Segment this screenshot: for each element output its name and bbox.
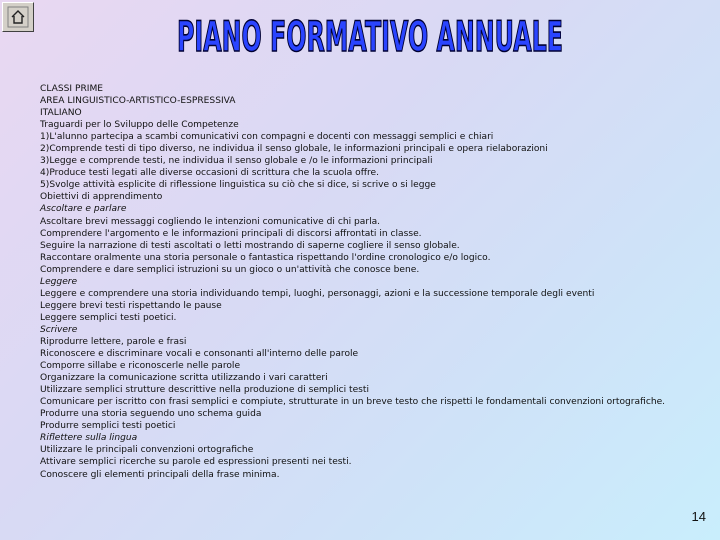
text-line: Comprendere l'argomento e le informazioni principali di discorsi affrontati in classe. <box>40 228 422 239</box>
text-line: 3)Legge e comprende testi, ne individua il senso globale e /o le informazioni principali <box>40 156 433 167</box>
text-line: CLASSI PRIME <box>40 84 104 94</box>
page-number: 14 <box>691 509 706 524</box>
text-line: Ascoltare brevi messaggi cogliendo le intenzioni comunicative di chi parla. <box>40 216 381 227</box>
home-button[interactable] <box>2 2 34 32</box>
text-line: Produrre una storia seguendo uno schema guida <box>40 409 262 420</box>
text-line: Produrre semplici testi poetici <box>40 421 176 432</box>
text-line: Comporre sillabe e riconoscerle nelle parole <box>40 361 241 372</box>
text-line: Organizzare la comunicazione scritta utilizzando i vari caratteri <box>40 373 328 384</box>
text-line: Riflettere sulla lingua <box>40 433 138 444</box>
page-title <box>170 4 570 60</box>
text-line: 2)Comprende testi di tipo diverso, ne individua il senso globale, le informazioni principali e opera rielaborazioni <box>40 144 548 155</box>
text-line: 5)Svolge attività esplicite di riflessione linguistica su ciò che si dice, si scrive o si legge <box>40 180 436 191</box>
text-line: ITALIANO <box>40 108 82 119</box>
text-line: 4)Produce testi legati alle diverse occasioni di scrittura che la scuola offre. <box>40 168 380 179</box>
text-line: Utilizzare le principali convenzioni ortografiche <box>40 445 254 456</box>
text-line: Obiettivi di apprendimento <box>40 192 163 203</box>
text-line: Comprendere e dare semplici istruzioni su un gioco o un'attività che conosce bene. <box>40 264 420 275</box>
text-line: Leggere <box>40 276 78 287</box>
text-line: Traguardi per lo Sviluppo delle Competenze <box>40 120 239 131</box>
page-title-text: PIANO FORMATIVO ANNUALE <box>177 12 563 60</box>
document-body <box>40 83 710 481</box>
text-line: Leggere e comprendere una storia individuando tempi, luoghi, personaggi, azioni e la successione temporale degli eventi <box>40 288 595 299</box>
text-line: Leggere semplici testi poetici. <box>40 312 177 323</box>
text-line: Attivare semplici ricerche su parole ed espressioni presenti nei testi. <box>40 457 352 468</box>
text-line: Raccontare oralmente una storia personale o fantastica rispettando l'ordine cronologico e/o logico. <box>40 252 491 263</box>
home-icon <box>7 6 29 28</box>
text-line: Conoscere gli elementi principali della frase minima. <box>40 469 280 480</box>
text-line: Scrivere <box>40 324 78 335</box>
text-line: Utilizzare semplici strutture descrittive nella produzione di semplici testi <box>40 385 370 396</box>
text-line: Leggere brevi testi rispettando le pause <box>40 300 222 311</box>
text-line: Riprodurre lettere, parole e frasi <box>40 336 187 347</box>
text-line: 1)L'alunno partecipa a scambi comunicativi con compagni e docenti con messaggi semplici e chiari <box>40 132 494 143</box>
text-line: Comunicare per iscritto con frasi semplici e compiute, strutturate in un breve testo che rispetti le fondamentali convenzioni ortografiche. <box>40 397 666 408</box>
text-line: Seguire la narrazione di testi ascoltati o letti mostrando di saperne cogliere il senso globale. <box>40 240 460 251</box>
text-line: Ascoltare e parlare <box>40 204 127 215</box>
text-line: AREA LINGUISTICO-ARTISTICO-ESPRESSIVA <box>40 96 236 107</box>
text-line: Riconoscere e discriminare vocali e consonanti all'interno delle parole <box>40 349 359 360</box>
